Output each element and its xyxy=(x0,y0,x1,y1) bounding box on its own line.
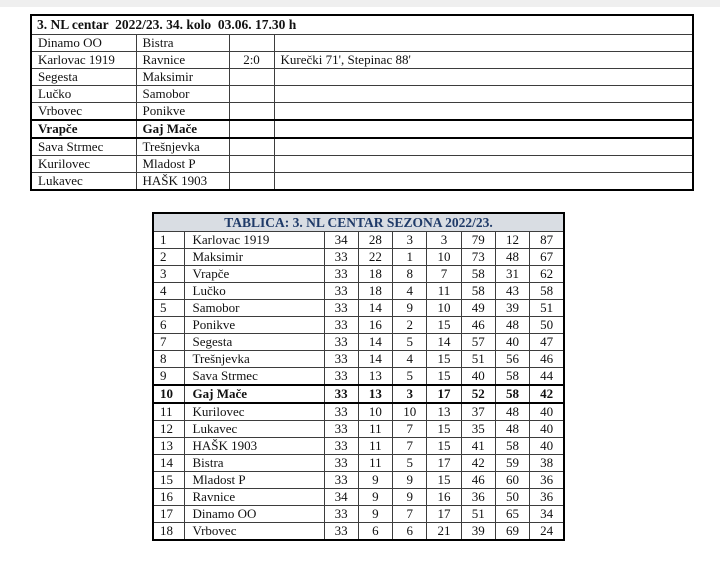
stat-cell-1: 18 xyxy=(358,266,392,283)
stat-cell-1: 11 xyxy=(358,421,392,438)
stat-cell-5: 58 xyxy=(495,385,529,403)
stat-cell-2: 3 xyxy=(393,385,427,403)
team-name-cell: Vrapče xyxy=(184,266,324,283)
rank-cell: 16 xyxy=(153,489,184,506)
team-name-cell: Kurilovec xyxy=(184,403,324,421)
rank-cell: 8 xyxy=(153,351,184,368)
stat-cell-5: 56 xyxy=(495,351,529,368)
standings-table xyxy=(152,212,565,541)
scorers-cell xyxy=(274,86,693,103)
team-name-cell: Lukavec xyxy=(184,421,324,438)
home-team-cell: Vrbovec xyxy=(31,103,136,121)
stat-cell-1: 11 xyxy=(358,455,392,472)
standings-row xyxy=(153,455,564,472)
stat-cell-4: 42 xyxy=(461,455,495,472)
team-name-cell: Samobor xyxy=(184,300,324,317)
away-team-cell: Gaj Mače xyxy=(136,120,229,138)
fixture-row xyxy=(31,52,693,69)
stat-cell-4: 79 xyxy=(461,232,495,249)
stat-cell-3: 21 xyxy=(427,523,461,541)
stat-cell-6: 46 xyxy=(530,351,564,368)
stat-cell-0: 33 xyxy=(324,283,358,300)
team-name-cell: HAŠK 1903 xyxy=(184,438,324,455)
standings-row xyxy=(153,283,564,300)
away-team-cell: Bistra xyxy=(136,35,229,52)
stat-cell-5: 48 xyxy=(495,249,529,266)
stat-cell-4: 46 xyxy=(461,317,495,334)
stat-cell-2: 2 xyxy=(393,317,427,334)
standings-row xyxy=(153,351,564,368)
stat-cell-2: 8 xyxy=(393,266,427,283)
stat-cell-1: 10 xyxy=(358,403,392,421)
stat-cell-0: 33 xyxy=(324,249,358,266)
stat-cell-6: 51 xyxy=(530,300,564,317)
stat-cell-5: 48 xyxy=(495,403,529,421)
home-team-cell: Segesta xyxy=(31,69,136,86)
stat-cell-0: 33 xyxy=(324,266,358,283)
stat-cell-2: 9 xyxy=(393,489,427,506)
rank-cell: 17 xyxy=(153,506,184,523)
stat-cell-4: 58 xyxy=(461,266,495,283)
home-team-cell: Kurilovec xyxy=(31,156,136,173)
stat-cell-3: 7 xyxy=(427,266,461,283)
team-name-cell: Dinamo OO xyxy=(184,506,324,523)
stat-cell-2: 6 xyxy=(393,523,427,541)
score-cell xyxy=(229,120,274,138)
home-team-cell: Sava Strmec xyxy=(31,138,136,156)
stat-cell-4: 35 xyxy=(461,421,495,438)
standings-row xyxy=(153,334,564,351)
stat-cell-3: 15 xyxy=(427,438,461,455)
stat-cell-6: 67 xyxy=(530,249,564,266)
stat-cell-1: 22 xyxy=(358,249,392,266)
team-name-cell: Ravnice xyxy=(184,489,324,506)
fixtures-body xyxy=(31,35,693,191)
stat-cell-3: 17 xyxy=(427,385,461,403)
stat-cell-4: 37 xyxy=(461,403,495,421)
stat-cell-6: 62 xyxy=(530,266,564,283)
stat-cell-5: 43 xyxy=(495,283,529,300)
page-top-margin xyxy=(0,0,720,7)
stat-cell-5: 39 xyxy=(495,300,529,317)
team-name-cell: Maksimir xyxy=(184,249,324,266)
away-team-cell: Trešnjevka xyxy=(136,138,229,156)
rank-cell: 5 xyxy=(153,300,184,317)
rank-cell: 13 xyxy=(153,438,184,455)
stat-cell-4: 49 xyxy=(461,300,495,317)
stat-cell-0: 33 xyxy=(324,317,358,334)
rank-cell: 14 xyxy=(153,455,184,472)
standings-row xyxy=(153,403,564,421)
scorers-cell xyxy=(274,173,693,191)
team-name-cell: Segesta xyxy=(184,334,324,351)
stat-cell-5: 59 xyxy=(495,455,529,472)
team-name-cell: Gaj Mače xyxy=(184,385,324,403)
stat-cell-2: 4 xyxy=(393,283,427,300)
stat-cell-2: 7 xyxy=(393,438,427,455)
stat-cell-1: 6 xyxy=(358,523,392,541)
stat-cell-5: 31 xyxy=(495,266,529,283)
stat-cell-4: 41 xyxy=(461,438,495,455)
rank-cell: 3 xyxy=(153,266,184,283)
stat-cell-3: 17 xyxy=(427,455,461,472)
stat-cell-4: 51 xyxy=(461,351,495,368)
fixture-row xyxy=(31,103,693,121)
away-team-cell: HAŠK 1903 xyxy=(136,173,229,191)
rank-cell: 6 xyxy=(153,317,184,334)
standings-title: TABLICA: 3. NL CENTAR SEZONA 2022/23. xyxy=(153,213,564,232)
stat-cell-3: 15 xyxy=(427,317,461,334)
rank-cell: 2 xyxy=(153,249,184,266)
stat-cell-5: 12 xyxy=(495,232,529,249)
stat-cell-2: 7 xyxy=(393,506,427,523)
stat-cell-6: 58 xyxy=(530,283,564,300)
stat-cell-1: 18 xyxy=(358,283,392,300)
stat-cell-5: 58 xyxy=(495,368,529,386)
scorers-cell xyxy=(274,69,693,86)
fixture-row xyxy=(31,138,693,156)
stat-cell-6: 44 xyxy=(530,368,564,386)
fixtures-table xyxy=(30,14,694,191)
standings-row xyxy=(153,266,564,283)
away-team-cell: Mladost P xyxy=(136,156,229,173)
stat-cell-3: 14 xyxy=(427,334,461,351)
standings-row xyxy=(153,317,564,334)
scorers-cell xyxy=(274,120,693,138)
standings-row xyxy=(153,300,564,317)
rank-cell: 4 xyxy=(153,283,184,300)
team-name-cell: Karlovac 1919 xyxy=(184,232,324,249)
team-name-cell: Mladost P xyxy=(184,472,324,489)
stat-cell-3: 15 xyxy=(427,368,461,386)
team-name-cell: Bistra xyxy=(184,455,324,472)
team-name-cell: Vrbovec xyxy=(184,523,324,541)
stat-cell-1: 9 xyxy=(358,506,392,523)
home-team-cell: Lukavec xyxy=(31,173,136,191)
stat-cell-4: 73 xyxy=(461,249,495,266)
stat-cell-3: 15 xyxy=(427,472,461,489)
standings-row xyxy=(153,368,564,386)
stat-cell-4: 39 xyxy=(461,523,495,541)
fixtures-title-row xyxy=(31,15,693,35)
scorers-cell xyxy=(274,103,693,121)
stat-cell-6: 38 xyxy=(530,455,564,472)
stat-cell-1: 9 xyxy=(358,472,392,489)
stat-cell-0: 33 xyxy=(324,403,358,421)
home-team-cell: Lučko xyxy=(31,86,136,103)
home-team-cell: Dinamo OO xyxy=(31,35,136,52)
standings-row xyxy=(153,523,564,541)
stat-cell-3: 10 xyxy=(427,249,461,266)
stat-cell-0: 33 xyxy=(324,334,358,351)
home-team-cell: Karlovac 1919 xyxy=(31,52,136,69)
fixtures-title: 3. NL centar 2022/23. 34. kolo 03.06. 17.30 h xyxy=(31,15,693,35)
standings-body xyxy=(153,232,564,541)
stat-cell-3: 15 xyxy=(427,351,461,368)
stat-cell-2: 9 xyxy=(393,472,427,489)
stat-cell-1: 14 xyxy=(358,334,392,351)
stat-cell-2: 5 xyxy=(393,334,427,351)
standings-row xyxy=(153,438,564,455)
score-cell xyxy=(229,156,274,173)
stat-cell-3: 10 xyxy=(427,300,461,317)
stat-cell-4: 46 xyxy=(461,472,495,489)
stat-cell-3: 11 xyxy=(427,283,461,300)
stat-cell-3: 17 xyxy=(427,506,461,523)
stat-cell-0: 33 xyxy=(324,421,358,438)
stat-cell-3: 16 xyxy=(427,489,461,506)
fixture-row xyxy=(31,35,693,52)
standings-title-row xyxy=(153,213,564,232)
stat-cell-5: 69 xyxy=(495,523,529,541)
stat-cell-0: 34 xyxy=(324,489,358,506)
rank-cell: 18 xyxy=(153,523,184,541)
rank-cell: 11 xyxy=(153,403,184,421)
score-cell xyxy=(229,173,274,191)
fixture-row xyxy=(31,173,693,191)
stat-cell-6: 47 xyxy=(530,334,564,351)
stat-cell-6: 40 xyxy=(530,403,564,421)
rank-cell: 10 xyxy=(153,385,184,403)
away-team-cell: Ravnice xyxy=(136,52,229,69)
stat-cell-4: 40 xyxy=(461,368,495,386)
stat-cell-2: 1 xyxy=(393,249,427,266)
stat-cell-1: 28 xyxy=(358,232,392,249)
stat-cell-0: 33 xyxy=(324,523,358,541)
score-cell xyxy=(229,138,274,156)
scorers-cell xyxy=(274,138,693,156)
rank-cell: 1 xyxy=(153,232,184,249)
score-cell xyxy=(229,103,274,121)
team-name-cell: Ponikve xyxy=(184,317,324,334)
standings-row xyxy=(153,232,564,249)
stat-cell-6: 34 xyxy=(530,506,564,523)
stat-cell-5: 40 xyxy=(495,334,529,351)
rank-cell: 9 xyxy=(153,368,184,386)
stat-cell-1: 14 xyxy=(358,351,392,368)
stat-cell-1: 14 xyxy=(358,300,392,317)
away-team-cell: Samobor xyxy=(136,86,229,103)
fixture-row xyxy=(31,69,693,86)
scorers-cell: Kurečki 71', Stepinac 88' xyxy=(274,52,693,69)
stat-cell-0: 33 xyxy=(324,472,358,489)
stat-cell-3: 15 xyxy=(427,421,461,438)
stat-cell-1: 11 xyxy=(358,438,392,455)
stat-cell-0: 34 xyxy=(324,232,358,249)
stat-cell-6: 40 xyxy=(530,438,564,455)
stat-cell-6: 40 xyxy=(530,421,564,438)
stat-cell-4: 36 xyxy=(461,489,495,506)
fixture-row xyxy=(31,86,693,103)
stat-cell-0: 33 xyxy=(324,351,358,368)
stat-cell-2: 4 xyxy=(393,351,427,368)
stat-cell-5: 48 xyxy=(495,421,529,438)
standings-row xyxy=(153,385,564,403)
team-name-cell: Lučko xyxy=(184,283,324,300)
score-cell xyxy=(229,69,274,86)
stat-cell-6: 42 xyxy=(530,385,564,403)
stat-cell-4: 51 xyxy=(461,506,495,523)
stat-cell-4: 58 xyxy=(461,283,495,300)
home-team-cell: Vrapče xyxy=(31,120,136,138)
stat-cell-5: 48 xyxy=(495,317,529,334)
stat-cell-0: 33 xyxy=(324,455,358,472)
stat-cell-2: 3 xyxy=(393,232,427,249)
standings-row xyxy=(153,489,564,506)
scorers-cell xyxy=(274,35,693,52)
stat-cell-0: 33 xyxy=(324,368,358,386)
rank-cell: 15 xyxy=(153,472,184,489)
stat-cell-4: 57 xyxy=(461,334,495,351)
stat-cell-1: 13 xyxy=(358,385,392,403)
stat-cell-5: 60 xyxy=(495,472,529,489)
stat-cell-3: 3 xyxy=(427,232,461,249)
scorers-cell xyxy=(274,156,693,173)
standings-row xyxy=(153,421,564,438)
team-name-cell: Sava Strmec xyxy=(184,368,324,386)
team-name-cell: Trešnjevka xyxy=(184,351,324,368)
stat-cell-2: 5 xyxy=(393,455,427,472)
standings-row xyxy=(153,472,564,489)
stat-cell-2: 5 xyxy=(393,368,427,386)
stat-cell-2: 7 xyxy=(393,421,427,438)
score-cell: 2:0 xyxy=(229,52,274,69)
rank-cell: 12 xyxy=(153,421,184,438)
stat-cell-4: 52 xyxy=(461,385,495,403)
stat-cell-6: 24 xyxy=(530,523,564,541)
away-team-cell: Ponikve xyxy=(136,103,229,121)
stat-cell-5: 58 xyxy=(495,438,529,455)
stat-cell-0: 33 xyxy=(324,506,358,523)
stat-cell-1: 9 xyxy=(358,489,392,506)
standings-row xyxy=(153,506,564,523)
stat-cell-2: 10 xyxy=(393,403,427,421)
standings-row xyxy=(153,249,564,266)
stat-cell-5: 65 xyxy=(495,506,529,523)
score-cell xyxy=(229,35,274,52)
stat-cell-6: 50 xyxy=(530,317,564,334)
rank-cell: 7 xyxy=(153,334,184,351)
stat-cell-6: 36 xyxy=(530,472,564,489)
stat-cell-6: 87 xyxy=(530,232,564,249)
away-team-cell: Maksimir xyxy=(136,69,229,86)
stat-cell-3: 13 xyxy=(427,403,461,421)
stat-cell-6: 36 xyxy=(530,489,564,506)
stat-cell-0: 33 xyxy=(324,385,358,403)
stat-cell-0: 33 xyxy=(324,300,358,317)
fixture-row xyxy=(31,156,693,173)
fixture-row xyxy=(31,120,693,138)
stat-cell-0: 33 xyxy=(324,438,358,455)
stat-cell-1: 13 xyxy=(358,368,392,386)
score-cell xyxy=(229,86,274,103)
stat-cell-2: 9 xyxy=(393,300,427,317)
stat-cell-1: 16 xyxy=(358,317,392,334)
stat-cell-5: 50 xyxy=(495,489,529,506)
